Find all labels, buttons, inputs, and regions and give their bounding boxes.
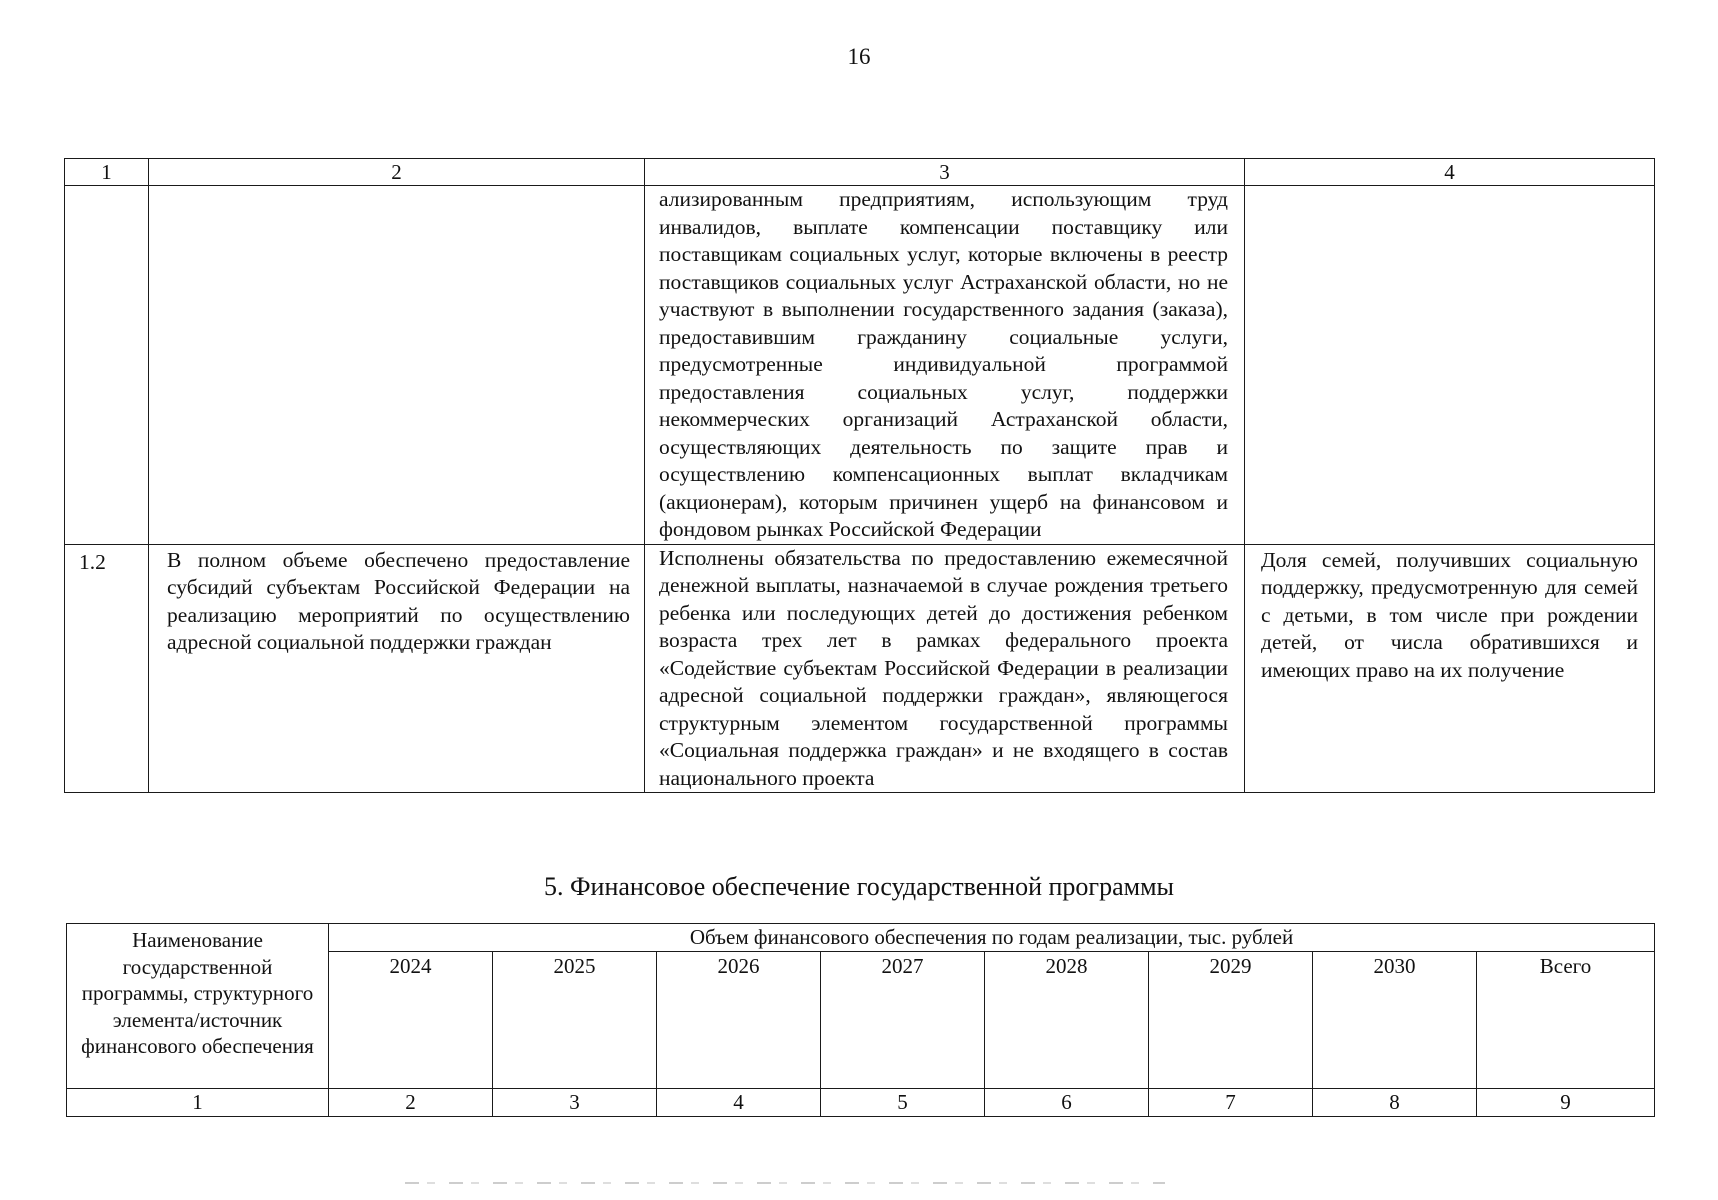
- row-number-cell: [65, 186, 149, 545]
- table-header-row: [65, 159, 1655, 186]
- table-row: [65, 186, 1655, 545]
- year-cell: 2025: [493, 952, 657, 1089]
- result-cell: В полном объеме обеспечено предоставление субсидий субъектам Российской Федерации на реализацию мероприятий по осуществлению адресной социальной поддержки граждан: [149, 544, 645, 793]
- column-number-cell: 2: [329, 1089, 493, 1117]
- header-cell: 1: [65, 159, 149, 186]
- header-cell: 3: [645, 159, 1245, 186]
- total-header-cell: Всего: [1477, 952, 1655, 1089]
- column-number-cell: 9: [1477, 1089, 1655, 1117]
- column-number-cell: 8: [1313, 1089, 1477, 1117]
- row-number-cell: 1.2: [65, 544, 149, 793]
- indicator-cell: [1245, 186, 1655, 545]
- column-number-cell: 5: [821, 1089, 985, 1117]
- column-number-cell: 6: [985, 1089, 1149, 1117]
- year-cell: 2028: [985, 952, 1149, 1089]
- scan-artifact-line: [405, 1182, 1165, 1184]
- result-cell: [149, 186, 645, 545]
- funding-group-header: Объем финансового обеспечения по годам реализации, тыс. рублей: [329, 924, 1655, 952]
- section-title: 5. Финансовое обеспечение государственной программы: [543, 872, 1175, 901]
- header-cell: 4: [1245, 159, 1655, 186]
- header-cell: 2: [149, 159, 645, 186]
- table-row: [65, 544, 1655, 793]
- year-cell: 2030: [1313, 952, 1477, 1089]
- year-cell: 2024: [329, 952, 493, 1089]
- description-cell: Исполнены обязательства по предоставлению ежемесячной денежной выплаты, назначаемой в случае рождения третьего ребенка или последующих детей до достижения ребенком возраста трех лет в рамках федерального проекта «Содействие субъектам Российской Федерации в реализации адресной социальной поддержки граждан», являющегося структурным элементом государственной программы «Социальная поддержка граждан» и не входящего в состав национального проекта: [645, 544, 1245, 793]
- column-number-cell: 1: [67, 1089, 329, 1117]
- indicator-cell: Доля семей, получивших социальную поддержку, предусмотренную для семей с детьми, в том числе при рождении детей, от числа обратившихся и имеющих право на их получение: [1245, 544, 1655, 793]
- financing-header-row: [67, 924, 1655, 952]
- year-cell: 2027: [821, 952, 985, 1089]
- column-number-row: [67, 1089, 1655, 1117]
- column-number-cell: 4: [657, 1089, 821, 1117]
- financing-table: [66, 923, 1655, 1117]
- description-cell: ализированным предприятиям, использующим труд инвалидов, выплате компенсации поставщику или поставщикам социальных услуг, которые включены в реестр поставщиков социальных услуг Астраханской области, но не участвуют в выполнении государственного задания (заказа), предоставившим гражданину социальные услуги, предусмотренные индивидуальной программой предоставления социальных услуг, поддержки некоммерческих организаций Астраханской области, осуществляющих деятельность по защите прав и осуществлению компенсационных выплат вкладчикам (акционерам), которым причинен ущерб на финансовом и фондовом рынках Российской Федерации: [645, 186, 1245, 545]
- page-number: 16: [847, 44, 871, 69]
- column-number-cell: 3: [493, 1089, 657, 1117]
- results-table: [64, 158, 1655, 793]
- name-header-cell: Наименование государственной программы, структурного элемента/источник финансового обеспечения: [67, 924, 329, 1089]
- year-cell: 2026: [657, 952, 821, 1089]
- year-cell: 2029: [1149, 952, 1313, 1089]
- column-number-cell: 7: [1149, 1089, 1313, 1117]
